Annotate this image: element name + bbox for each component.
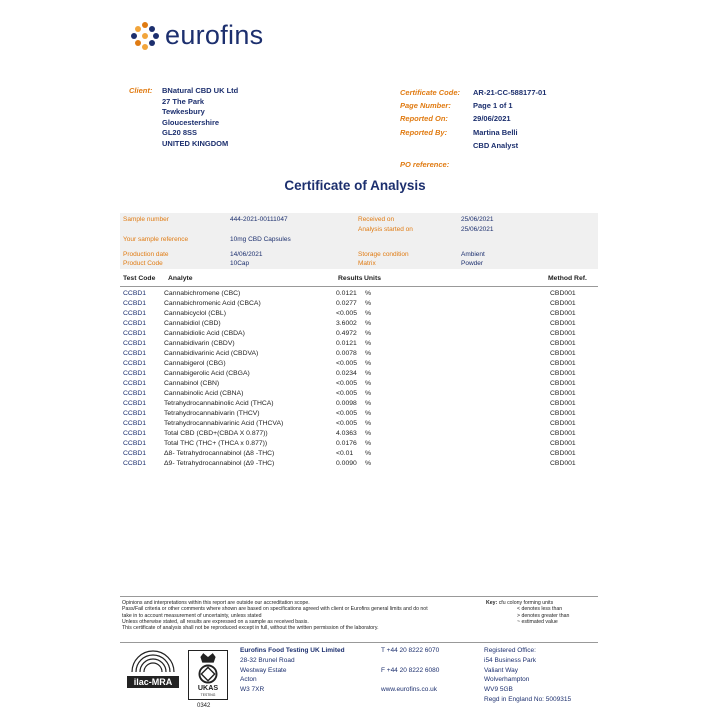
method-ref-cell: CBD001 xyxy=(550,340,576,347)
footer-registered-line: i54 Business Park xyxy=(484,656,537,664)
result-cell: 0.0176 xyxy=(336,440,357,447)
disclaimer xyxy=(122,600,428,631)
header-test-code: Test Code xyxy=(123,275,156,282)
table-row xyxy=(0,440,720,450)
key-item: > denotes greater than xyxy=(517,612,570,619)
result-cell: 0.0098 xyxy=(336,400,357,407)
po-reference-label: PO reference: xyxy=(400,160,450,169)
unit-cell: % xyxy=(365,430,372,437)
matrix: Powder xyxy=(461,260,484,267)
result-cell: <0.005 xyxy=(336,390,357,397)
client-line: Gloucestershire xyxy=(162,117,220,127)
analysis-started: 25/06/2021 xyxy=(461,226,494,233)
logo-dots-icon xyxy=(131,22,159,50)
method-ref-cell: CBD001 xyxy=(550,450,576,457)
client-label: Client: xyxy=(129,86,153,95)
table-row xyxy=(0,330,720,340)
method-ref-cell: CBD001 xyxy=(550,320,576,327)
result-cell: <0.005 xyxy=(336,410,357,417)
reported-on-label: Reported On: xyxy=(400,114,448,124)
method-ref-cell: CBD001 xyxy=(550,360,576,367)
test-code-cell: CCBD1 xyxy=(123,370,147,377)
analyte-cell: Cannabichromenic Acid (CBCA) xyxy=(164,300,261,307)
result-cell: <0.01 xyxy=(336,450,354,457)
storage-condition: Ambient xyxy=(461,251,485,258)
test-code-cell: CCBD1 xyxy=(123,390,147,397)
method-ref-cell: CBD001 xyxy=(550,330,576,337)
method-ref-cell: CBD001 xyxy=(550,290,576,297)
method-ref-cell: CBD001 xyxy=(550,420,576,427)
unit-cell: % xyxy=(365,290,372,297)
method-ref-cell: CBD001 xyxy=(550,400,576,407)
test-code-cell: CCBD1 xyxy=(123,420,147,427)
test-code-cell: CCBD1 xyxy=(123,430,147,437)
test-code-cell: CCBD1 xyxy=(123,300,147,307)
test-code-cell: CCBD1 xyxy=(123,330,147,337)
table-row xyxy=(0,370,720,380)
footer-phone: T +44 20 8222 6070 xyxy=(381,647,440,654)
reported-by: Martina Belli xyxy=(473,127,518,137)
sample-reference: 10mg CBD Capsules xyxy=(230,236,291,243)
result-cell: 4.0363 xyxy=(336,430,357,437)
unit-cell: % xyxy=(365,400,372,407)
footer-company: Eurofins Food Testing UK Limited xyxy=(240,647,345,654)
result-cell: 0.0090 xyxy=(336,460,357,467)
table-row xyxy=(0,460,720,470)
table-row xyxy=(0,340,720,350)
test-code-cell: CCBD1 xyxy=(123,350,147,357)
table-row xyxy=(0,420,720,430)
method-ref-cell: CBD001 xyxy=(550,370,576,377)
analyte-cell: Cannabidivarinic Acid (CBDVA) xyxy=(164,350,259,357)
key-legend xyxy=(486,600,569,625)
unit-cell: % xyxy=(365,340,372,347)
analyte-cell: Tetrahydrocannabinolic Acid (THCA) xyxy=(164,400,274,407)
disclaimer-line: Opinions and interpretations within this report are outside our accreditation scope. xyxy=(122,600,310,606)
client-line: GL20 8SS xyxy=(162,128,198,137)
result-cell: 0.0121 xyxy=(336,340,357,347)
table-row xyxy=(0,290,720,300)
footer-registered-line: WV9 5GB xyxy=(484,686,513,694)
eurofins-logo xyxy=(131,20,263,51)
footer-registered-office xyxy=(484,646,571,705)
footer-registered-line: Wolverhampton xyxy=(484,676,530,684)
table-row xyxy=(0,450,720,460)
test-code-cell: CCBD1 xyxy=(123,290,147,297)
table-row xyxy=(0,360,720,370)
certificate-code: AR-21-CC-588177-01 xyxy=(473,88,547,97)
disclaimer-line: Pass/Fail criteria or other comments where shown are based on specifications agreed with client or Eurofins general limits and do not xyxy=(122,606,428,613)
analyte-cell: Total CBD (CBD+(CBDA X 0.877)) xyxy=(164,430,268,437)
footer-fax: F +44 20 8222 6080 xyxy=(381,666,440,674)
unit-cell: % xyxy=(365,310,372,317)
production-date-label: Production date xyxy=(123,251,169,258)
received-on-label: Received on xyxy=(358,216,395,223)
ukas-badge xyxy=(188,650,228,700)
analyte-cell: Cannabinolic Acid (CBNA) xyxy=(164,390,244,397)
test-code-cell: CCBD1 xyxy=(123,340,147,347)
page-title: Certificate of Analysis xyxy=(284,178,426,193)
header-results: Results xyxy=(338,275,363,282)
product-code-label: Product Code xyxy=(123,260,163,267)
footer-address-line: W3 7XR xyxy=(240,686,265,694)
unit-cell: % xyxy=(365,320,372,327)
footer-address-line: 28-32 Brunel Road xyxy=(240,656,295,664)
certificate-details xyxy=(400,86,546,152)
table-row xyxy=(0,300,720,310)
footer-address-line: Acton xyxy=(240,676,257,684)
analyte-cell: Cannabidiolic Acid (CBDA) xyxy=(164,330,245,337)
table-row xyxy=(0,400,720,410)
footer-registered-line: Regd in England No: 5009315 xyxy=(484,695,572,703)
sample-info-box xyxy=(120,213,598,269)
analyte-cell: Cannabidivarin (CBDV) xyxy=(164,340,235,347)
test-code-cell: CCBD1 xyxy=(123,310,147,317)
client-line: BNatural CBD UK Ltd xyxy=(162,86,239,95)
result-cell: 0.0121 xyxy=(336,290,357,297)
footer-top-divider xyxy=(120,642,598,643)
test-code-cell: CCBD1 xyxy=(123,440,147,447)
method-ref-cell: CBD001 xyxy=(550,380,576,387)
table-row xyxy=(0,390,720,400)
analyte-cell: Cannabichromene (CBC) xyxy=(164,290,241,297)
unit-cell: % xyxy=(365,420,372,427)
header-analyte: Analyte xyxy=(168,275,193,282)
test-code-cell: CCBD1 xyxy=(123,360,147,367)
analyte-cell: Cannabinol (CBN) xyxy=(164,380,220,387)
key-label: Key: xyxy=(486,600,498,606)
page-number-label: Page Number: xyxy=(400,101,451,111)
header-method: Method Ref. xyxy=(548,275,587,282)
analyte-cell: Cannabigerolic Acid (CBGA) xyxy=(164,370,250,377)
unit-cell: % xyxy=(365,380,372,387)
reported-on: 29/06/2021 xyxy=(473,114,511,124)
analyte-cell: Tetrahydrocannabivarin (THCV) xyxy=(164,410,260,417)
unit-cell: % xyxy=(365,450,372,457)
table-header-divider xyxy=(120,286,598,287)
table-row xyxy=(0,430,720,440)
matrix-label: Matrix xyxy=(358,260,376,267)
footer-address xyxy=(240,646,345,695)
disclaimer-line: Unless otherwise stated, all results are expressed on a sample as received basis. xyxy=(122,618,309,625)
storage-condition-label: Storage condition xyxy=(358,251,409,258)
ilac-badge-text: ilac-MRA xyxy=(133,677,173,687)
client-line: UNITED KINGDOM xyxy=(162,138,229,148)
footer-registered-line: Valiant Way xyxy=(484,666,518,674)
ukas-badge-subtext: TESTING xyxy=(200,692,216,697)
footer-website-link[interactable]: www.eurofins.co.uk xyxy=(381,686,437,694)
sample-reference-label: Your sample reference xyxy=(123,236,189,243)
footer-registered-label: Registered Office: xyxy=(484,647,536,654)
received-on: 25/06/2021 xyxy=(461,216,494,223)
method-ref-cell: CBD001 xyxy=(550,460,576,467)
disclaimer-line: take in to account measurement of uncertainty, unless stated xyxy=(122,612,262,619)
key-item: ~ estimated value xyxy=(517,618,558,625)
result-cell: 0.0277 xyxy=(336,300,357,307)
table-row xyxy=(0,380,720,390)
method-ref-cell: CBD001 xyxy=(550,310,576,317)
unit-cell: % xyxy=(365,410,372,417)
key-item: < denotes less than xyxy=(517,606,563,613)
result-cell: <0.005 xyxy=(336,380,357,387)
production-date: 14/06/2021 xyxy=(230,251,263,258)
result-cell: <0.005 xyxy=(336,360,357,367)
analyte-cell: Total THC (THC+ (THCA x 0.877)) xyxy=(164,440,268,447)
unit-cell: % xyxy=(365,390,372,397)
test-code-cell: CCBD1 xyxy=(123,410,147,417)
analyte-cell: Cannabicyclol (CBL) xyxy=(164,310,226,317)
test-code-cell: CCBD1 xyxy=(123,400,147,407)
method-ref-cell: CBD001 xyxy=(550,390,576,397)
footer-address-line: Westway Estate xyxy=(240,666,287,674)
analyte-cell: Cannabidiol (CBD) xyxy=(164,320,221,327)
ukas-badge-text: UKAS xyxy=(197,684,219,693)
method-ref-cell: CBD001 xyxy=(550,350,576,357)
method-ref-cell: CBD001 xyxy=(550,410,576,417)
test-code-cell: CCBD1 xyxy=(123,320,147,327)
unit-cell: % xyxy=(365,350,372,357)
unit-cell: % xyxy=(365,460,372,467)
ilac-mra-badge-icon xyxy=(124,650,182,700)
reported-by-role: CBD Analyst xyxy=(473,140,519,150)
analysis-started-label: Analysis started on xyxy=(358,226,413,233)
method-ref-cell: CBD001 xyxy=(550,300,576,307)
result-cell: 0.4972 xyxy=(336,330,357,337)
reported-by-label: Reported By: xyxy=(400,127,448,137)
result-cell: 0.0234 xyxy=(336,370,357,377)
certificate-code-label: Certificate Code: xyxy=(400,88,461,97)
sample-number: 444-2021-00111047 xyxy=(230,216,288,223)
table-row xyxy=(0,320,720,330)
table-row xyxy=(0,350,720,360)
analyte-cell: Δ8- Tetrahydrocannabinol (Δ8 -THC) xyxy=(164,450,275,457)
client-line: Tewkesbury xyxy=(162,107,205,116)
unit-cell: % xyxy=(365,300,372,307)
test-code-cell: CCBD1 xyxy=(123,380,147,387)
analyte-cell: Tetrahydrocannabivarinic Acid (THCVA) xyxy=(164,420,284,427)
unit-cell: % xyxy=(365,370,372,377)
result-cell: 3.6002 xyxy=(336,320,357,327)
test-code-cell: CCBD1 xyxy=(123,460,147,467)
ukas-crown-icon xyxy=(189,651,227,699)
analyte-cell: Cannabigerol (CBG) xyxy=(164,360,226,367)
accreditation-number: 0342 xyxy=(197,703,211,709)
unit-cell: % xyxy=(365,330,372,337)
product-code: 10Cap xyxy=(230,260,250,267)
method-ref-cell: CBD001 xyxy=(550,430,576,437)
unit-cell: % xyxy=(365,360,372,367)
header-units: Units xyxy=(364,275,381,282)
key-item: cfu colony forming units xyxy=(498,600,554,606)
result-cell: <0.005 xyxy=(336,310,357,317)
result-cell: 0.0078 xyxy=(336,350,357,357)
unit-cell: % xyxy=(365,440,372,447)
page-number: Page 1 of 1 xyxy=(473,101,513,111)
sample-number-label: Sample number xyxy=(123,216,169,223)
table-row xyxy=(0,310,720,320)
analyte-cell: Δ9- Tetrahydrocannabinol (Δ9 -THC) xyxy=(164,460,275,467)
client-line: 27 The Park xyxy=(162,96,205,106)
result-cell: <0.005 xyxy=(336,420,357,427)
test-code-cell: CCBD1 xyxy=(123,450,147,457)
footer-contact xyxy=(381,646,439,695)
disclaimer-line: This certificate of analysis shall not be reproduced except in full, without the written permission of the laboratory. xyxy=(122,625,379,632)
footer-divider xyxy=(120,596,598,597)
table-row xyxy=(0,410,720,420)
method-ref-cell: CBD001 xyxy=(550,440,576,447)
logo-wordmark: eurofins xyxy=(165,20,264,50)
